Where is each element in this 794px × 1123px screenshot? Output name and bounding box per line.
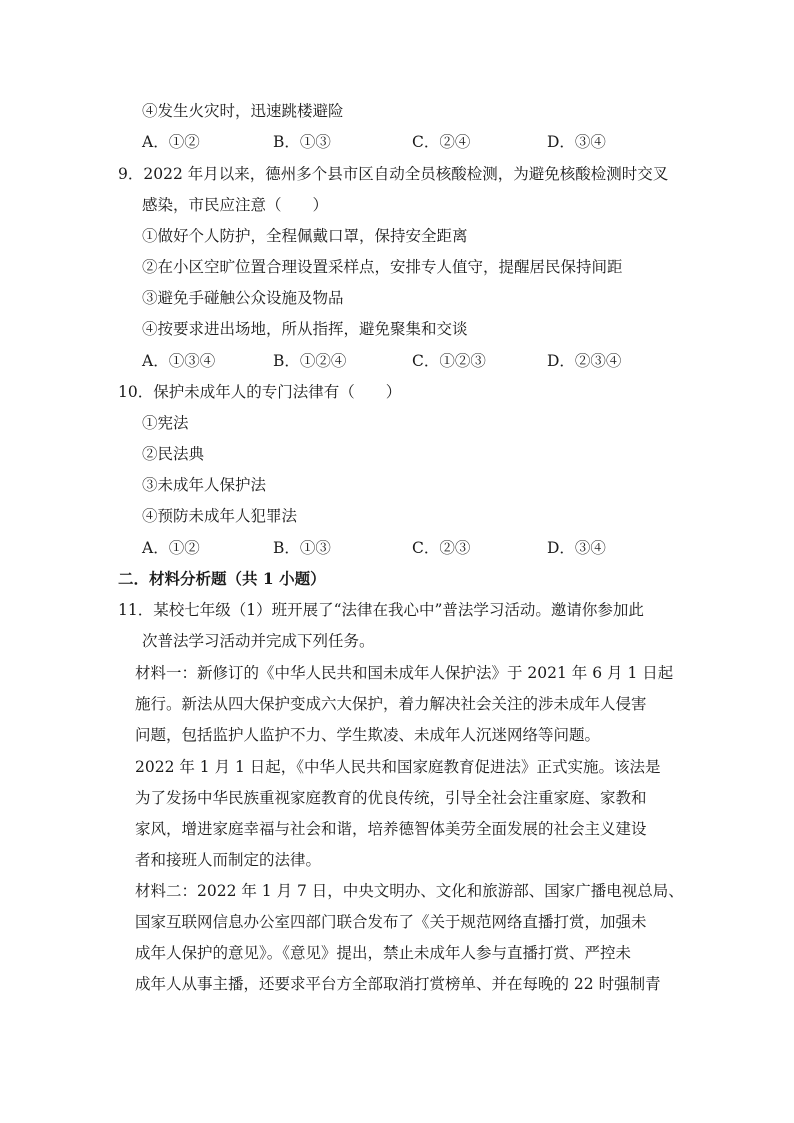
q10-option-c: C．②③ <box>412 539 471 557</box>
q8-option-c: C．②④ <box>412 133 471 151</box>
q11-material-2-line-1: 材料二：2022 年 1 月 7 日，中央文明办、文化和旅游部、国家广播电视总局、 <box>135 882 684 900</box>
q11-material-1b-line-2: 为了发扬中华民族重视家庭教育的优良传统，引导全社会注重家庭、家教和 <box>135 789 647 807</box>
q11-material-1-line-2: 施行。新法从四大保护变成六大保护，着力解决社会关注的涉未成年人侵害 <box>135 695 647 713</box>
q9-stem-line-2: 感染，市民应注意（ ） <box>142 196 329 214</box>
q11-material-2-line-3: 成年人保护的意见》。《意见》提出，禁止未成年人参与直播打赏、严控未 <box>135 944 632 962</box>
q10-option-b: B．①③ <box>273 539 331 557</box>
q10-option-a: A．①② <box>142 539 200 557</box>
q11-material-1-line-3: 问题，包括监护人监护不力、学生欺凌、未成年人沉迷网络等问题。 <box>135 726 601 744</box>
q8-option-d: D．③④ <box>547 133 606 151</box>
q11-material-2-line-4: 成年人从事主播，还要求平台方全部取消打赏榜单、并在每晚的 22 时强制青 <box>135 975 661 993</box>
q9-item-3: ③避免手碰触公众设施及物品 <box>142 289 344 307</box>
q10-item-4: ④预防未成年人犯罪法 <box>142 507 298 525</box>
q10-item-3: ③未成年人保护法 <box>142 476 267 494</box>
q8-item-4: ④发生火灾时，迅速跳楼避险 <box>142 102 344 120</box>
q11-material-1-line-1: 材料一：新修订的《中华人民共和国未成年人保护法》于 2021 年 6 月 1 日起 <box>135 664 674 682</box>
section-2-title: 二．材料分析题（共 1 小题） <box>118 569 326 588</box>
q10-option-d: D．③④ <box>547 539 606 557</box>
q10-stem: 10．保护未成年人的专门法律有（ ） <box>118 383 402 401</box>
q9-option-a: A．①③④ <box>142 352 216 370</box>
q10-item-2: ②民法典 <box>142 445 205 463</box>
q8-option-b: B．①③ <box>273 133 331 151</box>
q11-stem-line-1: 11．某校七年级（1）班开展了“法律在我心中”普法学习活动。邀请你参加此 <box>118 601 644 619</box>
q9-item-4: ④按要求进出场地，所从指挥，避免聚集和交谈 <box>142 320 468 338</box>
q9-option-c: C．①②③ <box>412 352 486 370</box>
q9-option-b: B．①②④ <box>273 352 347 370</box>
q10-item-1: ①宪法 <box>142 414 189 432</box>
q9-item-2: ②在小区空旷位置合理设置采样点，安排专人值守，提醒居民保持间距 <box>142 258 623 276</box>
q11-material-1b-line-3: 家风，增进家庭幸福与社会和谐，培养德智体美劳全面发展的社会主义建设 <box>135 820 647 838</box>
q9-item-1: ①做好个人防护，全程佩戴口罩，保持安全距离 <box>142 227 468 245</box>
q11-material-1b-line-4: 者和接班人而制定的法律。 <box>135 851 322 869</box>
q9-stem-line-1: 9．2022 年月以来，德州多个县市区自动全员核酸检测，为避免核酸检测时交叉 <box>118 165 669 183</box>
q11-material-1b-line-1: 2022 年 1 月 1 日起，《中华人民共和国家庭教育促进法》正式实施。该法是 <box>135 758 661 776</box>
q9-option-d: D．②③④ <box>547 352 622 370</box>
q11-material-2-line-2: 国家互联网信息办公室四部门联合发布了《关于规范网络直播打赏，加强未 <box>135 913 647 931</box>
q11-stem-line-2: 次普法学习活动并完成下列任务。 <box>142 632 375 650</box>
q8-option-a: A．①② <box>142 133 200 151</box>
